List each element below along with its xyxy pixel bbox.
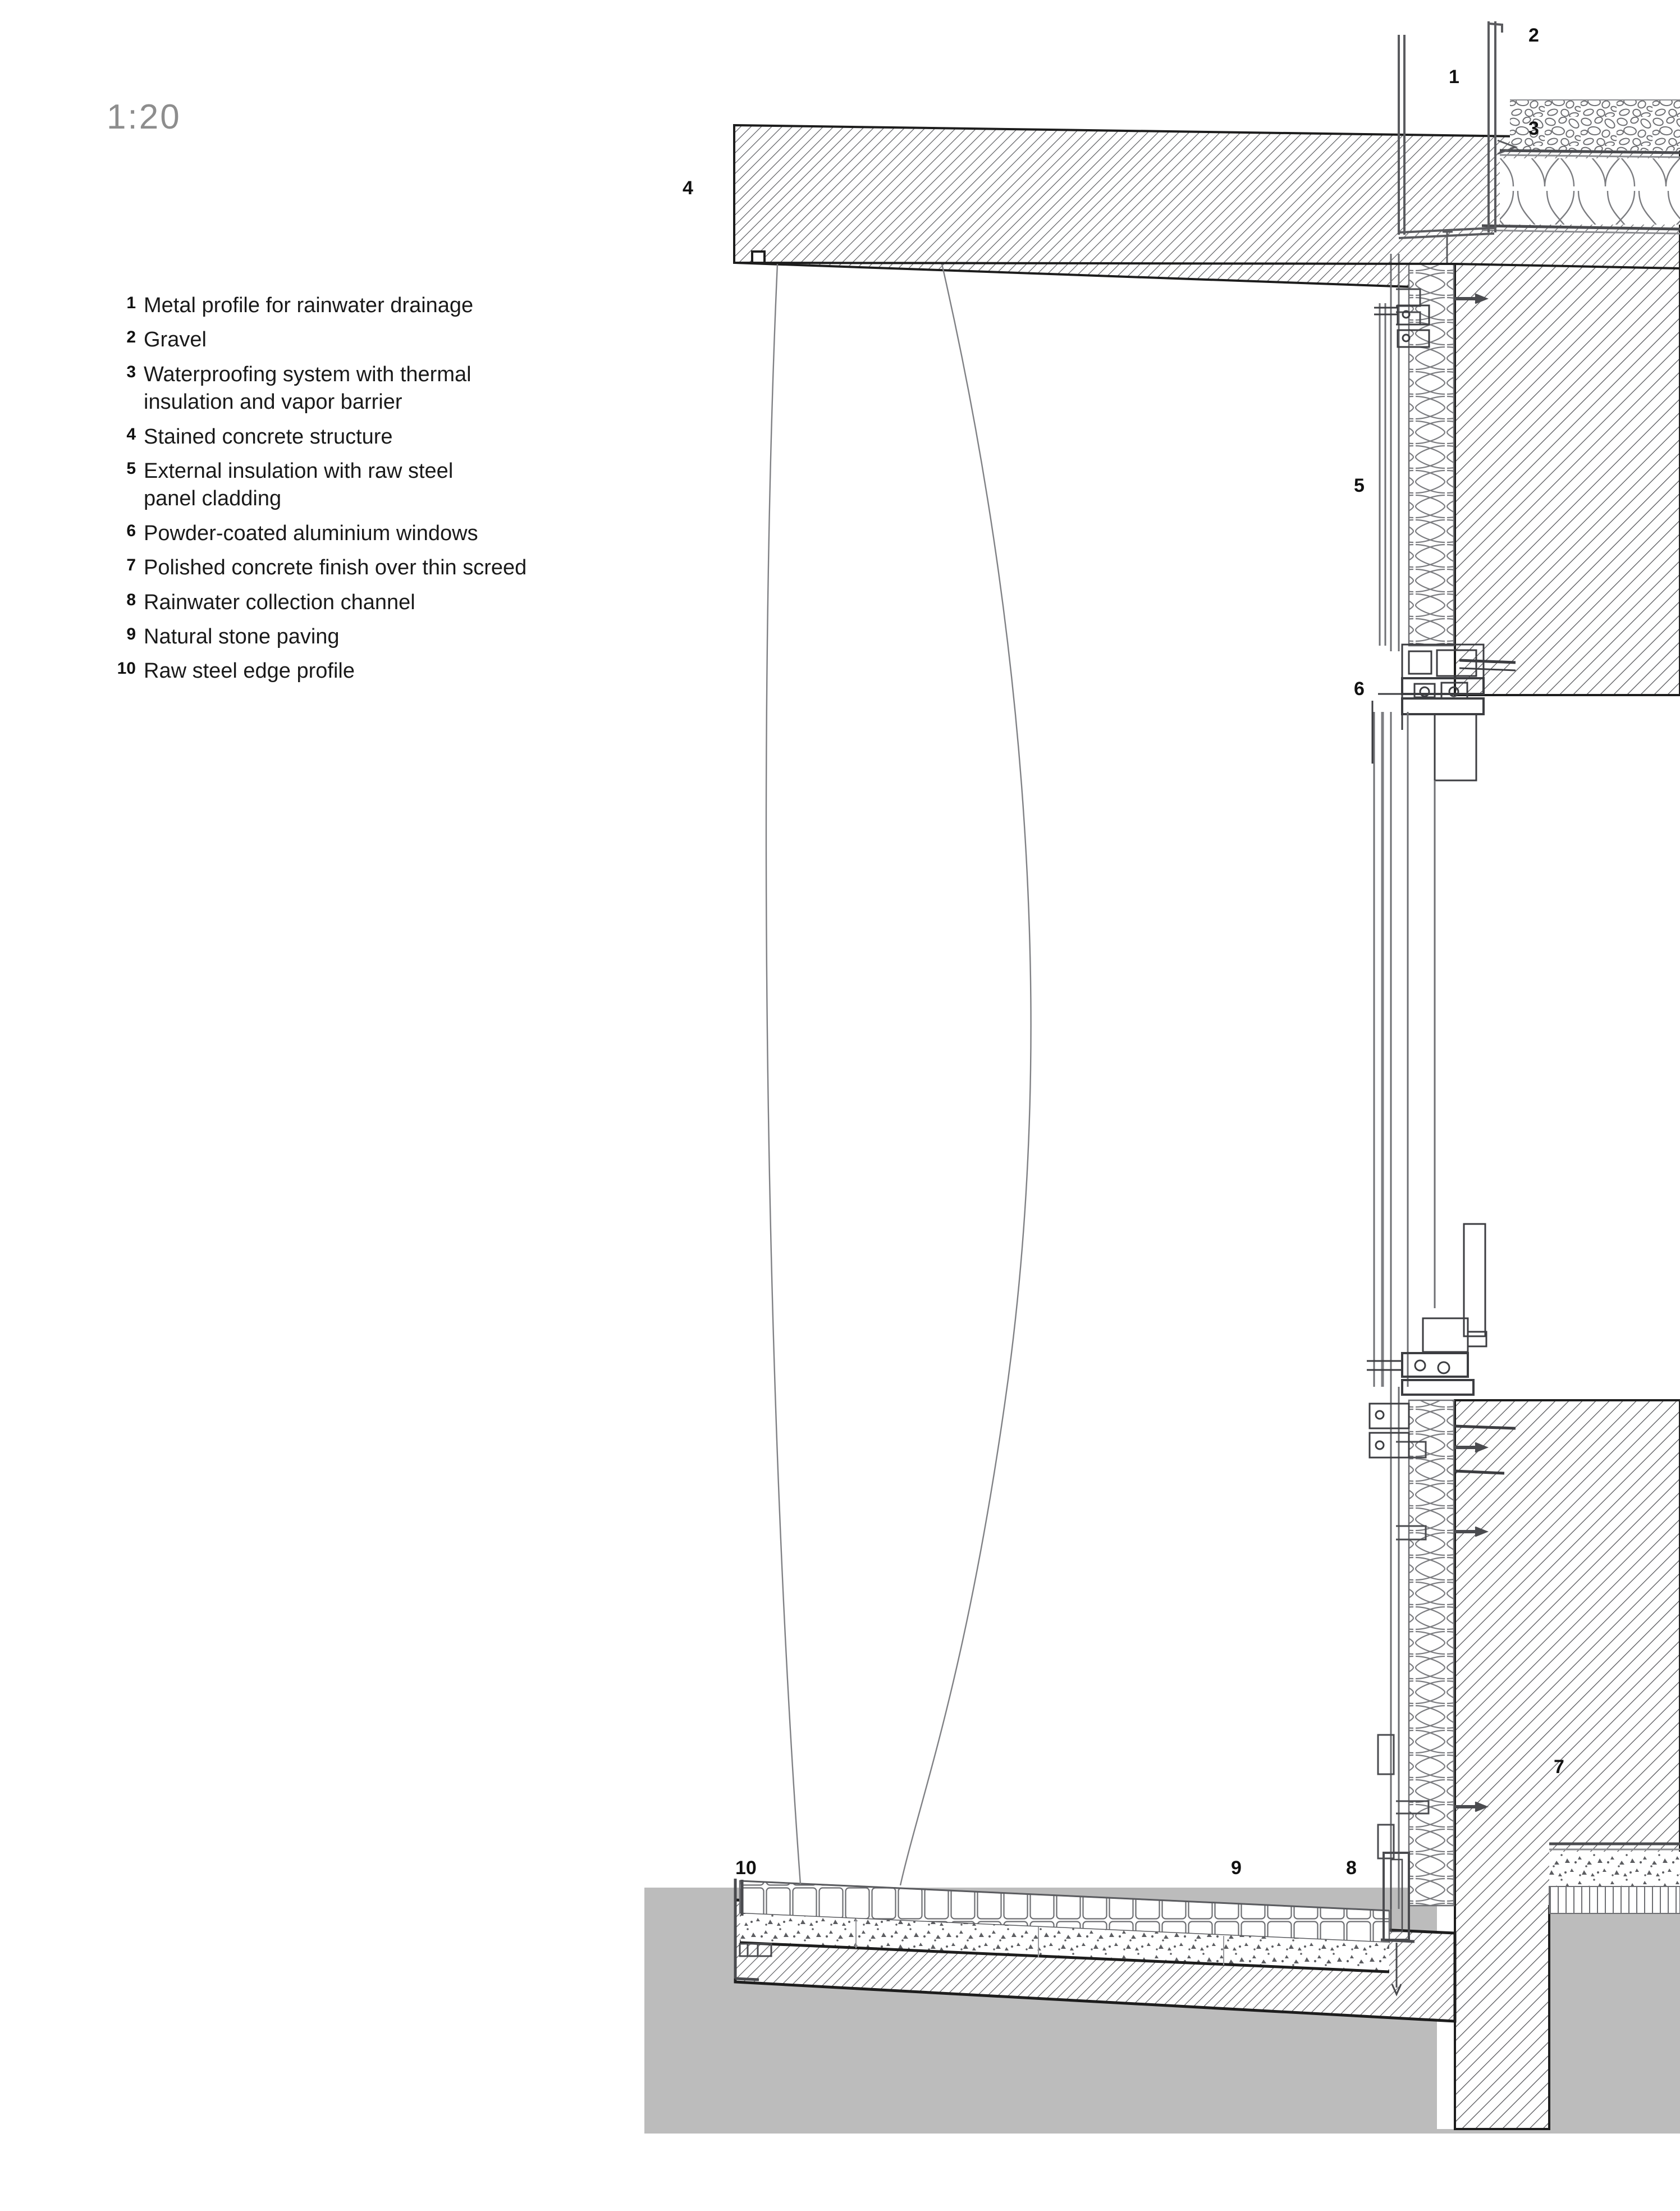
scale-label: 1:20 (107, 98, 181, 136)
legend-item-label: Raw steel edge profile (144, 659, 355, 683)
legend-item-number: 1 (126, 294, 136, 312)
legend-item-number: 6 (126, 521, 136, 540)
legend-item-label: Gravel (144, 328, 207, 352)
callout-2: 2 (1528, 25, 1539, 46)
polished-concrete-finish (1549, 1844, 1680, 1913)
concrete-wall-upper (1455, 264, 1680, 695)
legend-item-label: Stained concrete structure (144, 424, 393, 449)
roof-buildup (1482, 100, 1680, 234)
callout-5: 5 (1354, 475, 1365, 496)
legend-item-number: 4 (126, 424, 136, 444)
callout-8: 8 (1346, 1857, 1357, 1879)
callout-4: 4 (683, 177, 693, 199)
legend-item-number: 10 (117, 659, 136, 678)
legend-item-number: 7 (126, 556, 136, 575)
legend-item-label: External insulation with raw steel panel cladding (144, 459, 454, 511)
callout-9: 9 (1231, 1857, 1242, 1879)
legend-item-label: Polished concrete finish over thin screed (144, 556, 527, 580)
legend-item-number: 3 (126, 362, 136, 381)
legend-item-number: 8 (126, 590, 136, 609)
slab-edge-lines (734, 263, 1455, 264)
legend-item-label: Powder-coated aluminium windows (144, 521, 478, 545)
callout-6: 6 (1354, 678, 1365, 700)
legend-item-number: 2 (126, 328, 136, 347)
section-break-lines (766, 264, 1031, 1885)
callout-7: 7 (1554, 1756, 1564, 1778)
legend-item-label: Natural stone paving (144, 624, 340, 648)
legend-item-label: Waterproofing system with thermal insulation and vapor barrier (144, 362, 472, 414)
legend-item-number: 5 (126, 459, 136, 478)
callout-1: 1 (1449, 66, 1459, 88)
legend-item-label: Metal profile for rainwater drainage (144, 294, 474, 317)
legend-item-label: Rainwater collection channel (144, 590, 415, 614)
callout-10: 10 (735, 1857, 757, 1879)
legend-item-number: 9 (126, 624, 136, 643)
callout-3: 3 (1528, 118, 1539, 139)
roof-thermal-insulation (1500, 158, 1680, 225)
